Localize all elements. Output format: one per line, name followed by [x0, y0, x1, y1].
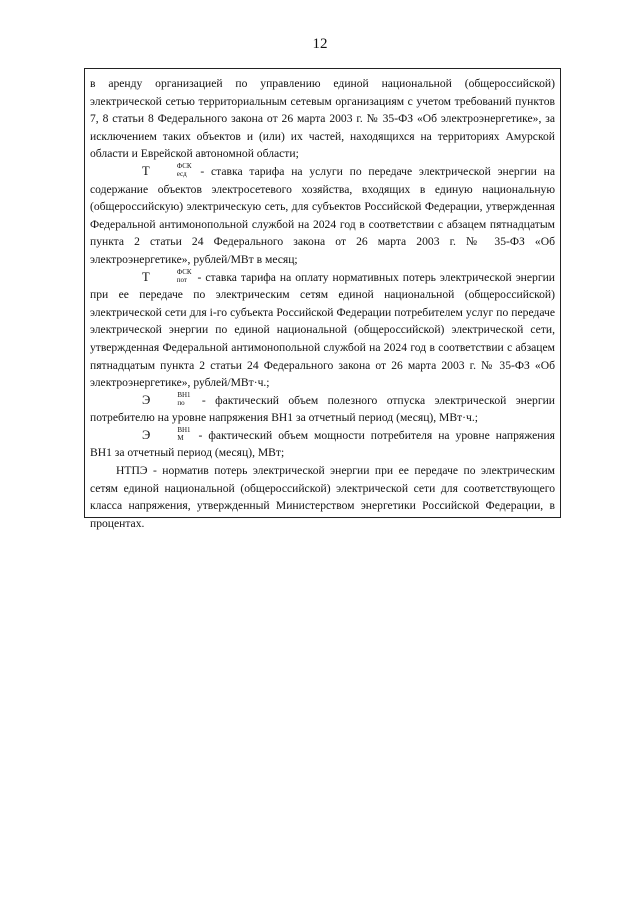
- definition-ntpe: НТПЭ - норматив потерь электрической энергии при ее передаче по электрическим сетям единой национальной (общероссийской) электрической сети для соответствующего класса напряжения, утвержденный Министерством энергетики Российской Федерации, в процентах.: [90, 464, 555, 530]
- definition-t-pot: [90, 269, 555, 392]
- symbol-t-pot: [116, 267, 194, 286]
- symbol-subscript: есд: [176, 170, 187, 179]
- definition-text: - ставка тарифа на услуги по передаче электрической энергии на содержание объектов электросетевого хозяйства, входящих в единую национальную (общероссийскую) электрическую сеть, для субъектов Российской Федерации, утвержденная Федеральной антимонопольной службой на 2024 год в соответствии с абзацем пятнадцатым пункта 2 статьи 24 Федерального закона от 26 марта 2003 г. № 35-ФЗ «Об электроэнергетике», рублей/МВт в месяц;: [90, 164, 555, 266]
- definition-text: - фактический объем полезного отпуска электрической энергии потребителю на уровне напряжения ВН1 за отчетный период (месяц), МВт·ч.;: [90, 393, 555, 425]
- symbol-superscript: ФСК: [176, 267, 192, 276]
- symbol-base: Т: [142, 163, 150, 178]
- symbol-base: Т: [142, 269, 150, 284]
- symbol-superscript: ВН1: [177, 425, 191, 434]
- paragraph-intro: в аренду организацией по управлению единой национальной (общероссийской) электрической сетью территориальным сетевым организациям с учетом требований пунктов 7, 8 статьи 8 Федерального закона от 26 марта 2003 г. № 35-ФЗ «Об электроэнергетике», за исключением таких объектов и (или) их частей, находящихся на территориях Амурской области и Еврейской автономной области;: [90, 77, 555, 161]
- page-number: 12: [312, 36, 328, 52]
- symbol-subscript: пот: [176, 275, 187, 284]
- definition-t-esd: [90, 163, 555, 269]
- document-text-block: [84, 68, 561, 530]
- symbol-subscript: по: [177, 398, 185, 407]
- symbol-superscript: ВН1: [177, 390, 191, 399]
- definition-e-po: [90, 392, 555, 427]
- symbol-subscript: М: [177, 433, 184, 442]
- symbol-e-po: [116, 390, 193, 409]
- symbol-superscript: ФСК: [176, 162, 192, 171]
- symbol-base: Э: [142, 392, 151, 407]
- symbol-base: Э: [142, 427, 151, 442]
- definition-text: - ставка тарифа на оплату нормативных потерь электрической энергии при ее передаче по электрическим сетям единой национальной (общероссийской) электрической сети для i-го субъекта Российской Федерации потребителем услуг по передаче электрической энергии по единой национальной (общероссийской) электрической сети, утвержденная Федеральной антимонопольной службой на 2024 год в соответствии с абзацем пятнадцатым пункта 2 статьи 24 Федерального закона от 26 марта 2003 г. № 35-ФЗ «Об электроэнергетике», рублей/МВт·ч.;: [90, 270, 555, 390]
- symbol-t-esd: [116, 164, 194, 180]
- symbol-e-m: [116, 425, 193, 444]
- definition-text: - фактический объем мощности потребителя на уровне напряжения ВН1 за отчетный период (месяц), МВт;: [90, 428, 555, 460]
- definition-e-m: [90, 427, 555, 462]
